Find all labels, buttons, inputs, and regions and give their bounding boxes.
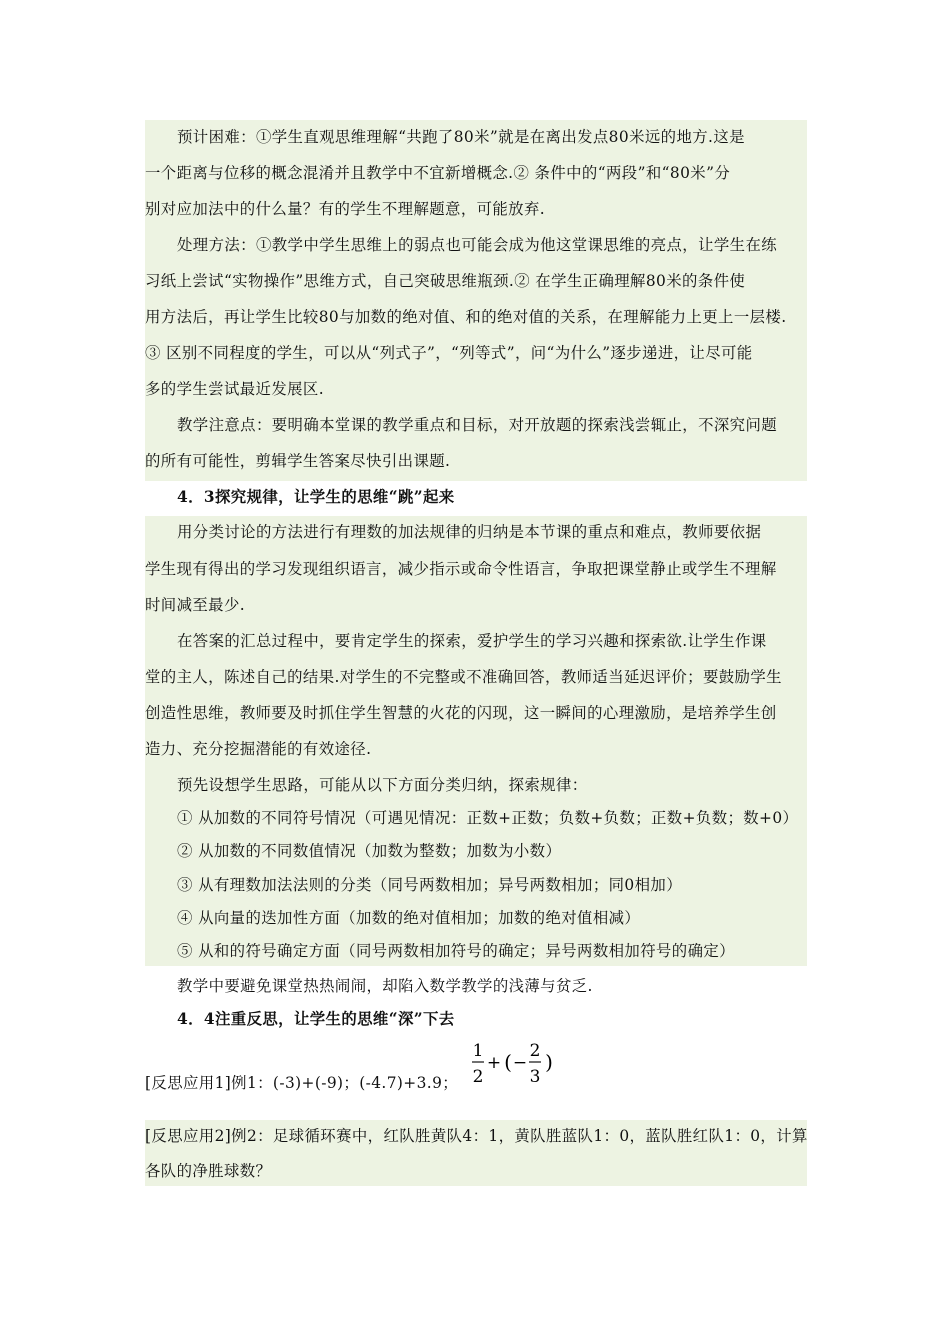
para-attention-line-1: 教学注意点：要明确本堂课的教学重点和目标，对开放题的探索浅尝辄止，不深究问题 — [177, 416, 778, 434]
para-attention-line-2: 的所有可能性，剪辑学生答案尽快引出课题. — [145, 452, 451, 470]
para-summary-line-3: 创造性思维，教师要及时抓住学生智慧的火花的闪现，这一瞬间的心理激励，是培养学生创 — [145, 704, 777, 722]
minus-sign: − — [512, 1053, 528, 1073]
para-method-line-5: 多的学生尝试最近发展区. — [145, 380, 324, 398]
fraction-2-denominator: 3 — [529, 1067, 541, 1087]
para-rules-line-3: 时间减至最少. — [145, 596, 246, 614]
para-preview: 预先设想学生思路，可能从以下方面分类归纳，探索规律： — [177, 776, 588, 794]
list-item-5: ⑤ 从和的符号确定方面（同号两数相加符号的确定；异号两数相加符号的确定） — [177, 942, 735, 960]
para-summary-line-4: 造力、充分挖掘潜能的有效途径. — [145, 740, 372, 758]
example-1-text: [反思应用1]例1：(-3)+(-9)；(-4.7)+3.9； — [145, 1074, 459, 1092]
para-method-line-3: 用方法后，再让学生比较80与加数的绝对值、和的绝对值的关系，在理解能力上更上一层楼. — [145, 308, 787, 326]
para-method-line-1: 处理方法：①教学中学生思维上的弱点也可能会成为他这堂课思维的亮点，让学生在练 — [177, 236, 778, 254]
list-item-2: ② 从加数的不同数值情况（加数为整数；加数为小数） — [177, 842, 562, 860]
fraction-1-denominator: 2 — [472, 1067, 484, 1087]
para-difficulty-line-3: 别对应加法中的什么量？有的学生不理解题意，可能放弃. — [145, 200, 546, 218]
para-method-line-2: 习纸上尝试“实物操作”思维方式，自己突破思维瓶颈.② 在学生正确理解80米的条件使 — [145, 272, 746, 290]
fraction-expression — [468, 1036, 558, 1090]
example-2-line-1: [反思应用2]例2：足球循环赛中，红队胜黄队4：1，黄队胜蓝队1：0，蓝队胜红队1：0，计算 — [145, 1127, 808, 1145]
para-method-line-4: ③ 区别不同程度的学生，可以从“列式子”，“列等式”，问“为什么”逐步递进，让尽可能 — [145, 344, 753, 362]
para-summary-line-2: 堂的主人，陈述自己的结果.对学生的不完整或不准确回答，教师适当延迟评价；要鼓励学生 — [145, 668, 782, 686]
para-difficulty-line-1: 预计困难：①学生直观思维理解“共跑了80米”就是在离出发点80米远的地方.这是 — [177, 128, 745, 146]
example-2-line-2: 各队的净胜球数？ — [145, 1162, 272, 1180]
fraction-1-numerator: 1 — [472, 1041, 484, 1061]
fraction-2-numerator: 2 — [529, 1041, 541, 1061]
para-avoid: 教学中要避免课堂热热闹闹，却陷入数学教学的浅薄与贫乏. — [177, 977, 593, 995]
para-summary-line-1: 在答案的汇总过程中，要肯定学生的探索，爱护学生的学习兴趣和探索欲.让学生作课 — [177, 632, 767, 650]
para-rules-line-1: 用分类讨论的方法进行有理数的加法规律的归纳是本节课的重点和难点，教师要依据 — [177, 523, 762, 541]
right-paren: ) — [545, 1050, 553, 1074]
plus-sign: + — [486, 1053, 502, 1073]
para-rules-line-2: 学生现有得出的学习发现组织语言，减少指示或命令性语言，争取把课堂静止或学生不理解 — [145, 560, 777, 578]
section-heading-4-3: 4．3探究规律，让学生的思维“跳”起来 — [177, 488, 455, 506]
list-item-3: ③ 从有理数加法法则的分类（同号两数相加；异号两数相加；同0相加） — [177, 876, 682, 894]
list-item-4: ④ 从向量的迭加性方面（加数的绝对值相加；加数的绝对值相减） — [177, 909, 641, 927]
list-item-1: ① 从加数的不同符号情况（可遇见情况：正数+正数；负数+负数；正数+负数；数+0） — [177, 809, 799, 827]
section-heading-4-4: 4．4注重反思，让学生的思维“深”下去 — [177, 1010, 455, 1028]
para-difficulty-line-2: 一个距离与位移的概念混淆并且教学中不宜新增概念.② 条件中的“两段”和“80米”分 — [145, 164, 731, 182]
left-paren: ( — [504, 1050, 512, 1074]
